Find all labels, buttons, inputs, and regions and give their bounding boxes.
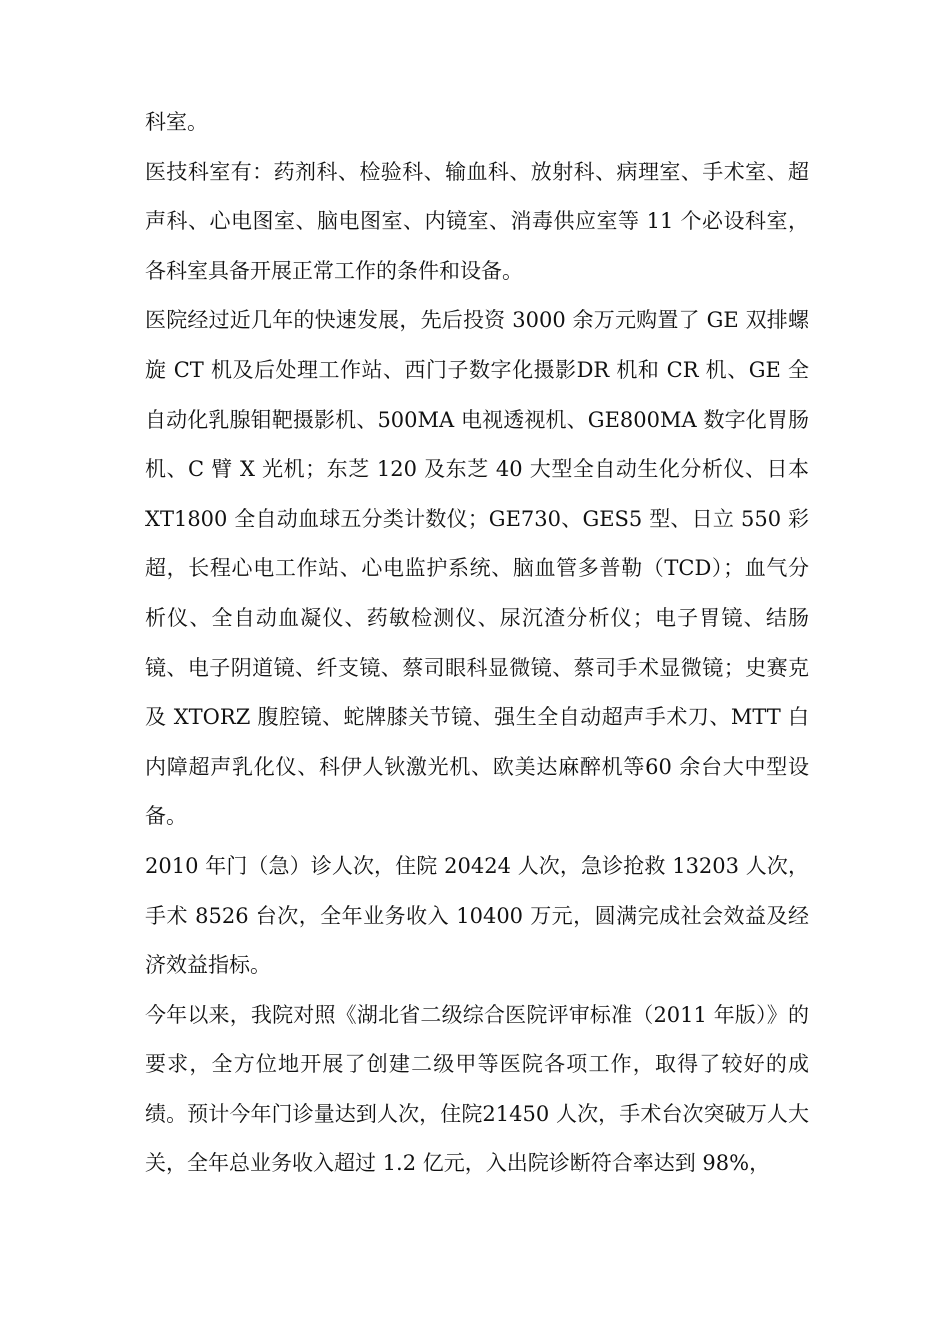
paragraph-3: 医院经过近几年的快速发展，先后投资 3000 余万元购置了 GE 双排螺旋 CT 机及后处理工作站、西门子数字化摄影DR 机和 CR 机、GE 全自动化乳腺钼靶摄影机、500MA 电视透视机、GE800MA 数字化胃肠机、C 臂 X 光机；东芝 120 及东芝 40 大型全自动生化分析仪、日本 XT1800 全自动血球五分类计数仪；GE730、GES5 型、日立 550 彩超，长程心电工作站、心电监护系统、脑血管多普勒（TCD）；血气分析仪、全自动血凝仪、药敏检测仪、尿沉渣分析仪；电子胃镜、结肠镜、电子阴道镜、纤支镜、蔡司眼科显微镜、蔡司手术显微镜；史赛克及 XTORZ 腹腔镜、蛇牌膝关节镜、强生全自动超声手术刀、MTT 白内障超声乳化仪、科伊人钬激光机、欧美达麻醉机等60 余台大中型设备。 [145,308,809,829]
paragraph-4: 2010 年门（急）诊人次，住院 20424 人次，急诊抢救 13203 人次，手术 8526 台次，全年业务收入 10400 万元，圆满完成社会效益及经济效益指标。 [145,853,809,978]
body-text [145,98,809,1189]
paragraph-1: 科室。 [145,110,208,134]
paragraph-5: 今年以来，我院对照《湖北省二级综合医院评审标准（2011 年版）》的要求，全方位地开展了创建二级甲等医院各项工作，取得了较好的成绩。预计今年门诊量达到人次，住院21450 人次，手术台次突破万人大关，全年总业务收入超过 1.2 亿元，入出院诊断符合率达到 98%， [145,1002,809,1176]
paragraph-2: 医技科室有：药剂科、检验科、输血科、放射科、病理室、手术室、超声科、心电图室、脑电图室、内镜室、消毒供应室等 11 个必设科室，各科室具备开展正常工作的条件和设备。 [145,159,809,283]
